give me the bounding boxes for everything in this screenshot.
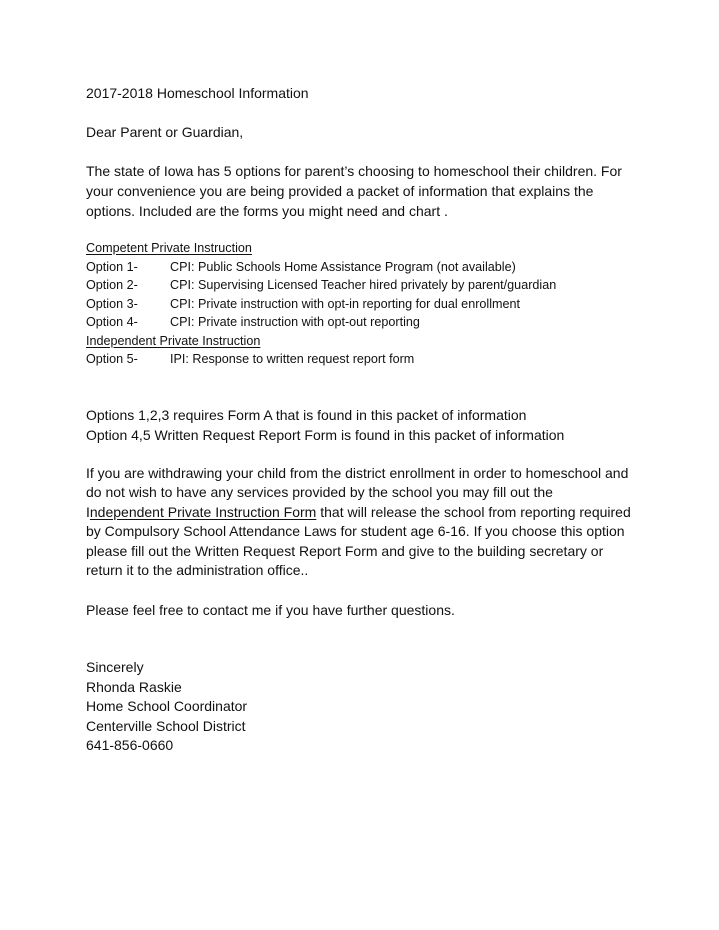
closing-paragraph bbox=[86, 600, 646, 620]
withdraw-line-2: do not wish to have any services provided by the school you may fill out the bbox=[86, 484, 553, 501]
withdraw-line-3-suffix: that will release the school from reporting required bbox=[316, 503, 631, 520]
options-section bbox=[86, 239, 646, 369]
intro-line-1: The state of Iowa has 5 options for parent’s choosing to homeschool their children. For bbox=[86, 163, 622, 179]
intro-line-2: your convenience you are being provided a packet of information that explains the bbox=[86, 183, 594, 199]
withdraw-line-6: return it to the administration office.. bbox=[86, 562, 309, 579]
option-label: Option 3- bbox=[86, 296, 138, 311]
withdraw-line-5: please fill out the Written Request Report Form and give to the building secretary or bbox=[86, 542, 604, 559]
withdraw-line-3-prefix: I bbox=[86, 503, 90, 520]
withdraw-paragraph bbox=[86, 464, 646, 580]
closing-text: Please feel free to contact me if you have further questions. bbox=[86, 602, 455, 618]
signature-phone: 641-856-0660 bbox=[86, 737, 174, 753]
option-row bbox=[86, 295, 646, 314]
cpi-heading: Competent Private Instruction bbox=[86, 241, 252, 255]
option-label: Option 2- bbox=[86, 278, 138, 292]
forms-paragraph bbox=[86, 405, 646, 445]
option-description: CPI: Supervising Licensed Teacher hired privately by parent/guardian bbox=[170, 278, 557, 292]
signature-signoff: Sincerely bbox=[86, 659, 144, 675]
title-text: 2017-2018 Homeschool Information bbox=[86, 85, 309, 101]
signature-organization: Centerville School District bbox=[86, 717, 246, 734]
withdraw-line-4: by Compulsory School Attendance Laws for student age 6-16. If you choose this option bbox=[86, 523, 625, 540]
option-label: Option 5- bbox=[86, 352, 138, 366]
option-description: CPI: Private instruction with opt-in reporting for dual enrollment bbox=[170, 296, 520, 311]
option-label: Option 1- bbox=[86, 259, 138, 274]
option-row bbox=[86, 276, 646, 295]
signature-block bbox=[86, 658, 646, 756]
withdraw-line-1: If you are withdrawing your child from the district enrollment in order to homeschool and bbox=[86, 465, 629, 481]
salutation-text: Dear Parent or Guardian, bbox=[86, 124, 244, 140]
forms-line-1: Options 1,2,3 requires Form A that is found in this packet of information bbox=[86, 407, 527, 423]
option-row bbox=[86, 350, 646, 369]
signature-role: Home School Coordinator bbox=[86, 698, 248, 714]
option-description: IPI: Response to written request report form bbox=[170, 352, 415, 366]
salutation bbox=[86, 122, 646, 142]
ipi-heading: Independent Private Instruction bbox=[86, 333, 261, 348]
option-label: Option 4- bbox=[86, 315, 138, 329]
signature-name: Rhonda Raskie bbox=[86, 678, 182, 695]
intro-paragraph bbox=[86, 161, 646, 221]
intro-line-3: options. Included are the forms you might need and chart . bbox=[86, 203, 448, 219]
withdraw-line-3 bbox=[86, 503, 646, 522]
forms-line-2: Option 4,5 Written Request Report Form is found in this packet of information bbox=[86, 427, 565, 443]
document-title bbox=[86, 83, 646, 103]
option-description: CPI: Private instruction with opt-out reporting bbox=[170, 315, 420, 329]
option-row bbox=[86, 258, 646, 277]
option-row bbox=[86, 313, 646, 332]
ipi-form-link[interactable]: ndependent Private Instruction Form bbox=[89, 503, 317, 520]
option-description: CPI: Public Schools Home Assistance Program (not available) bbox=[170, 259, 516, 274]
